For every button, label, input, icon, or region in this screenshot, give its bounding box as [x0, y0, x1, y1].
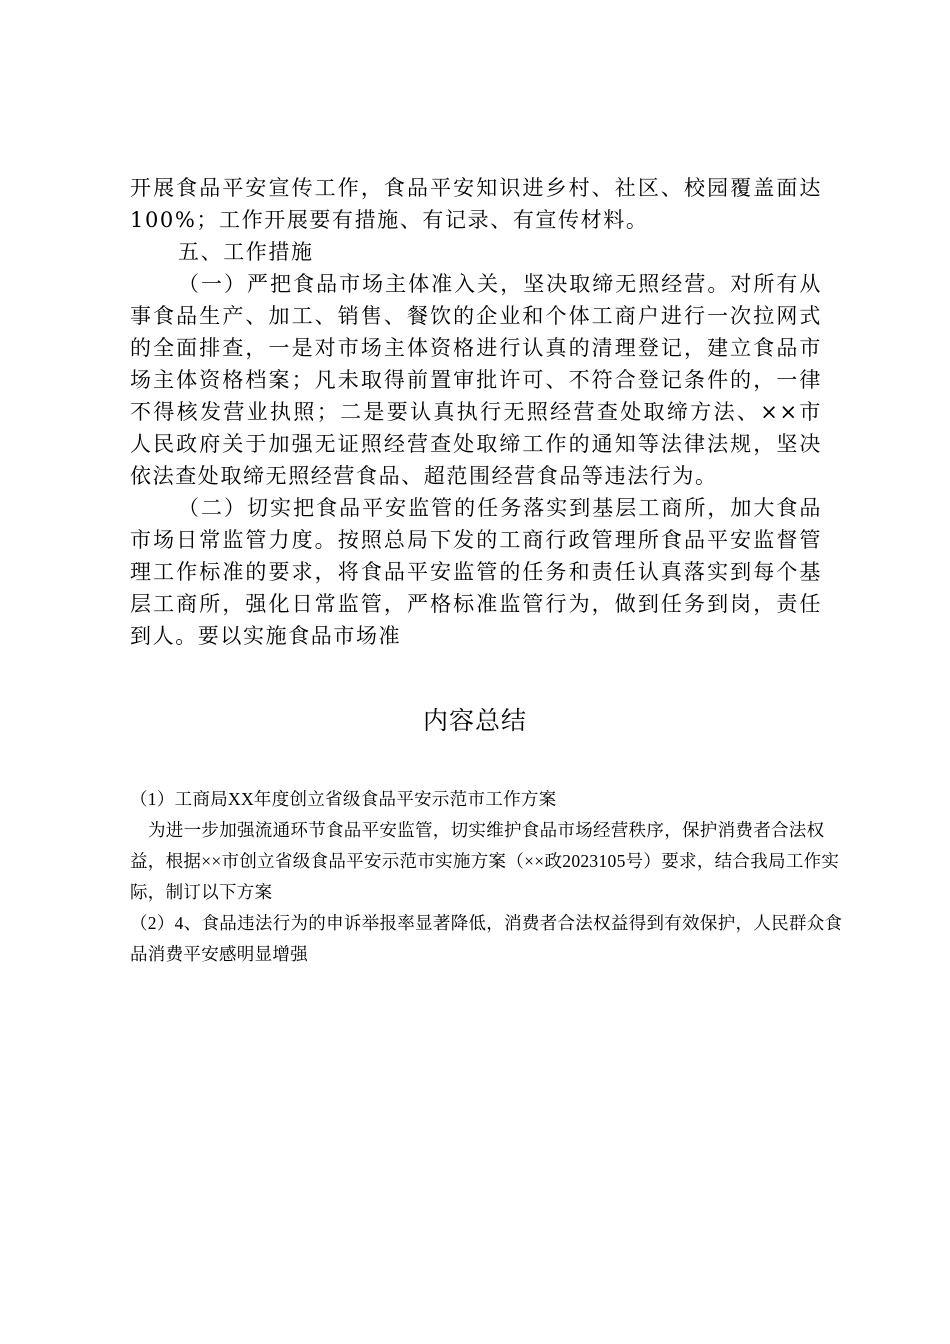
summary-section [130, 784, 845, 970]
document-body [130, 172, 822, 652]
summary-item-1-heading: （1）工商局XX年度创立省级食品平安示范市工作方案 [130, 789, 557, 809]
intro-paragraph: 开展食品平安宣传工作，食品平安知识进乡村、社区、校园覆盖面达100%；工作开展要有措施、有记录、有宣传材料。 [130, 176, 822, 232]
section-heading-work-measures: 五、工作措施 [178, 240, 314, 264]
measure-paragraph-two: （二）切实把食品平安监管的任务落实到基层工商所，加大食品市场日常监管力度。按照总局下发的工商行政管理所食品平安监督管理工作标准的要求，将食品平安监管的任务和责任认真落实到每个基层工商所，强化日常监管，严格标准监管行为，做到任务到岗，责任到人。要以实施食品市场准 [130, 496, 822, 648]
measure-paragraph-one: （一）严把食品市场主体准入关，坚决取缔无照经营。对所有从事食品生产、加工、销售、餐饮的企业和个体工商户进行一次拉网式的全面排查，一是对市场主体资格进行认真的清理登记，建立食品市场主体资格档案；凡未取得前置审批许可、不符合登记条件的，一律不得核发营业执照；二是要认真执行无照经营查处取缔方法、××市人民政府关于加强无证照经营查处取缔工作的通知等法律法规，坚决依法查处取缔无照经营食品、超范围经营食品等违法行为。 [130, 272, 822, 488]
summary-item-2: （2）4、食品违法行为的申诉举报率显著降低，消费者合法权益得到有效保护，人民群众食品消费平安感明显增强 [130, 913, 843, 964]
summary-item-1-body: 为进一步加强流通环节食品平安监管，切实维护食品市场经营秩序，保护消费者合法权益，根据××市创立省级食品平安示范市实施方案（××政2023105号）要求，结合我局工作实际，制订以下方案 [130, 820, 840, 902]
summary-title: 内容总结 [422, 706, 527, 735]
